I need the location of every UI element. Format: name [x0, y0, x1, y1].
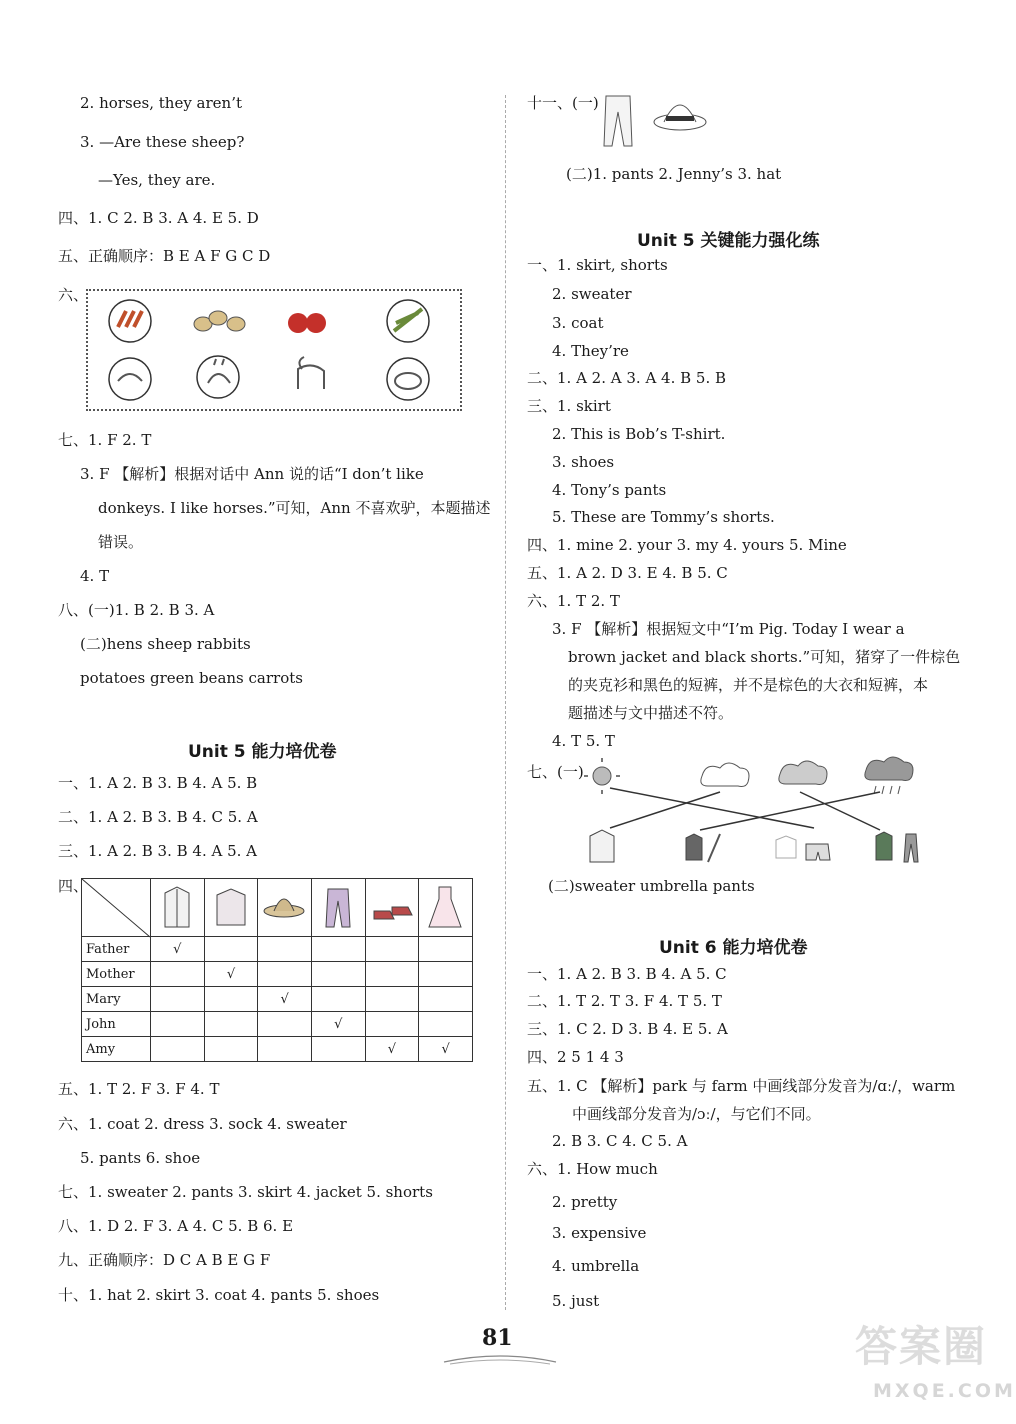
answer-line: 3. F 【解析】根据对话中 Ann 说的话“I don’t like: [80, 465, 424, 483]
answer-line: 5. just: [552, 1292, 600, 1310]
answer-line: 三、1. A 2. B 3. B 4. A 5. A: [58, 842, 258, 860]
answer-line: 八、1. D 2. F 3. A 4. C 5. B 6. E: [58, 1217, 294, 1235]
answer-line: 5. These are Tommy’s shorts.: [552, 508, 775, 526]
check-mark: √: [151, 937, 205, 962]
answer-line: 2. This is Bob’s T-shirt.: [552, 425, 726, 443]
answer-line: 一、1. A 2. B 3. B 4. A 5. B: [58, 774, 258, 792]
row-label: Amy: [82, 1037, 151, 1062]
answer-line: 3. coat: [552, 314, 604, 332]
answer-line: 三、1. skirt: [527, 397, 611, 415]
shirt-icon: [151, 879, 205, 937]
answer-line: 4. T 5. T: [552, 732, 615, 750]
pants-icon: [311, 879, 365, 937]
section-heading: Unit 5 能力培优卷: [188, 742, 337, 762]
answer-line: 六、1. coat 2. dress 3. sock 4. sweater: [58, 1115, 347, 1133]
answer-line: 二、1. A 2. A 3. A 4. B 5. B: [527, 369, 727, 387]
answer-line: 一、1. A 2. B 3. B 4. A 5. C: [527, 965, 727, 983]
footer-ornament: [440, 1350, 560, 1368]
answer-line: 4. umbrella: [552, 1257, 640, 1275]
answer-line: 3. shoes: [552, 453, 615, 471]
answer-line: 的夹克衫和黑色的短裤，并不是棕色的大衣和短裤，本: [568, 676, 929, 694]
answer-line: 十、1. hat 2. skirt 3. coat 4. pants 5. shoes: [58, 1286, 380, 1304]
answer-line: 二、1. T 2. T 3. F 4. T 5. T: [527, 992, 722, 1010]
answer-line: 错误。: [98, 533, 144, 551]
check-mark: √: [258, 987, 312, 1012]
column-divider: [505, 95, 506, 1310]
answer-line: —Yes, they are.: [98, 171, 216, 189]
answer-line: 十一、(一): [527, 94, 599, 112]
watermark-url: MXQE.COM: [873, 1380, 1016, 1402]
answer-line: (二)hens sheep rabbits: [80, 635, 251, 653]
answer-line: 六、: [58, 286, 89, 304]
answer-line: 三、1. C 2. D 3. B 4. E 5. A: [527, 1020, 728, 1038]
answer-line: 5. pants 6. shoe: [80, 1149, 201, 1167]
answer-line: 四、1. C 2. B 3. A 4. E 5. D: [58, 209, 259, 227]
answer-line: 4. They’re: [552, 342, 629, 360]
row-label: Mary: [82, 987, 151, 1012]
answer-line: brown jacket and black shorts.”可知，猪穿了一件棕色: [568, 648, 961, 666]
dress-icon: [419, 879, 473, 937]
pants-and-hat-illustration: [600, 90, 710, 154]
answer-line: 3. F 【解析】根据短文中“I’m Pig. Today I wear a: [552, 620, 905, 638]
answer-line: 五、1. C 【解析】park 与 farm 中画线部分发音为/ɑː/，warm: [527, 1077, 956, 1095]
answer-line: 四、1. mine 2. your 3. my 4. yours 5. Mine: [527, 536, 847, 554]
answer-line: 题描述与文中描述不符。: [568, 704, 734, 722]
row-label: John: [82, 1012, 151, 1037]
matching-picture-box: [86, 289, 462, 411]
vegetables-animals-illustration: [88, 291, 460, 409]
answer-line: (二)1. pants 2. Jenny’s 3. hat: [566, 165, 782, 183]
diagonal-header-cell: [82, 879, 151, 937]
answer-line: 2. sweater: [552, 285, 632, 303]
answer-line: 中画线部分发音为/ɔː/，与它们不同。: [572, 1105, 821, 1123]
check-mark: √: [311, 1012, 365, 1037]
answer-line: 二、1. A 2. B 3. B 4. C 5. A: [58, 808, 258, 826]
answer-line: donkeys. I like horses.”可知，Ann 不喜欢驴，本题描述: [98, 499, 491, 517]
section-heading: Unit 6 能力培优卷: [659, 938, 808, 958]
answer-line: 四、: [58, 877, 89, 895]
watermark-logo: 答案圈: [855, 1322, 988, 1371]
hat-icon: [258, 879, 312, 937]
answer-line: 2. pretty: [552, 1193, 618, 1211]
clothes-table: [81, 878, 473, 1062]
answer-line: 一、1. skirt, shorts: [527, 256, 668, 274]
check-mark: √: [419, 1037, 473, 1062]
check-mark: √: [365, 1037, 419, 1062]
section-heading: Unit 5 关键能力强化练: [637, 231, 820, 251]
answer-line: 六、1. How much: [527, 1160, 658, 1178]
answer-line: 4. T: [80, 567, 110, 585]
answer-line: 五、1. T 2. F 3. F 4. T: [58, 1080, 220, 1098]
shoes-icon: [365, 879, 419, 937]
row-label: Mother: [82, 962, 151, 987]
answer-line: 四、2 5 1 4 3: [527, 1048, 624, 1066]
page-number: 81: [482, 1325, 513, 1351]
answer-line: 3. expensive: [552, 1224, 647, 1242]
answer-line: 五、1. A 2. D 3. E 4. B 5. C: [527, 564, 728, 582]
answer-line: 2. B 3. C 4. C 5. A: [552, 1132, 688, 1150]
answer-line: potatoes green beans carrots: [80, 669, 303, 687]
answer-line: 七、1. sweater 2. pants 3. skirt 4. jacket 5. shorts: [58, 1183, 433, 1201]
sweater-icon: [204, 879, 258, 937]
answer-line: 五、正确顺序：B E A F G C D: [58, 247, 271, 265]
answer-line: 七、1. F 2. T: [58, 431, 152, 449]
answer-line: 3. —Are these sheep?: [80, 133, 245, 151]
answer-line: 九、正确顺序：D C A B E G F: [58, 1251, 271, 1269]
weather-clothes-matching-illustration: [580, 756, 940, 868]
answer-line: (二)sweater umbrella pants: [548, 877, 755, 895]
row-label: Father: [82, 937, 151, 962]
answer-line: 六、1. T 2. T: [527, 592, 620, 610]
answer-line: 2. horses, they aren’t: [80, 94, 243, 112]
answer-line: 4. Tony’s pants: [552, 481, 667, 499]
check-mark: √: [204, 962, 258, 987]
answer-line: 七、(一): [527, 763, 584, 781]
answer-line: 八、(一)1. B 2. B 3. A: [58, 601, 215, 619]
